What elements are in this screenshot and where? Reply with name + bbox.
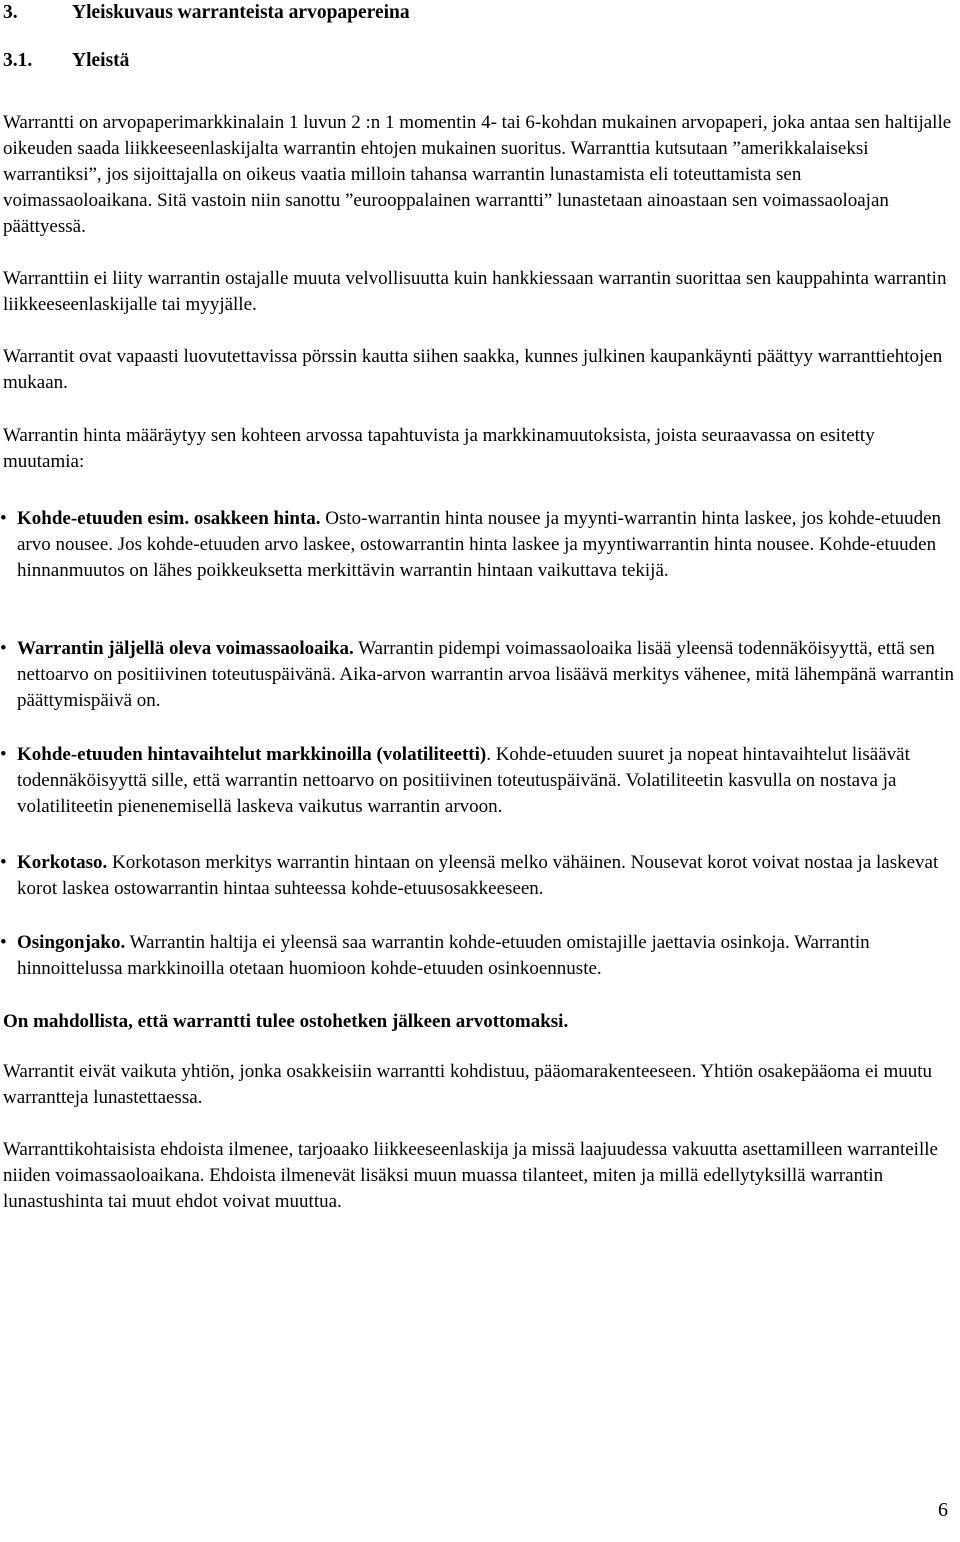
bullet-item-remaining-time (0, 636, 957, 714)
bullet-heading: Osingonjako. (17, 932, 126, 953)
bullet-icon: • (0, 508, 7, 529)
bullet-item-underlying-price (0, 506, 957, 584)
subsection-title: Yleistä (72, 50, 130, 71)
bullet-text: Warrantin haltija ei yleensä saa warrantin kohde-etuuden omistajille jaettavia osinkoja. Warrantin hinnoittelussa markkinoilla otetaan huomioon kohde-etuuden osinkoennuste. (17, 932, 870, 979)
bullet-item-dividends (0, 930, 957, 982)
subsection-number: 3.1. (3, 50, 33, 71)
bullet-icon: • (0, 932, 7, 953)
bullet-heading: Kohde-etuuden hintavaihtelut markkinoilla (volatiliteetti) (17, 744, 487, 765)
paragraph-price-factors: Warrantin hinta määräytyy sen kohteen arvossa tapahtuvista ja markkinamuutoksista, joista seuraavassa on esitetty muutamia: (3, 425, 875, 472)
paragraph-transferability: Warrantit ovat vapaasti luovutettavissa pörssin kautta siihen saakka, kunnes julkinen kaupankäynti päättyy warranttiehtojen mukaan. (3, 346, 943, 393)
worthless-warning: On mahdollista, että warrantti tulee ostohetken jälkeen arvottomaksi. (3, 1011, 569, 1032)
subsection-heading (3, 48, 130, 74)
bullet-text: Osto-warrantin hinta nousee ja myynti-warrantin hinta laskee, jos kohde-etuuden arvo nousee. Jos kohde-etuuden arvo laskee, ostowarrantin hinta laskee ja myyntiwarrantin hinta nousee. Kohde-etuuden hinnanmuutos on lähes poikkeuksetta merkittävin warrantin hintaan vaikuttava tekijä. (17, 508, 942, 581)
bullet-text: Warrantin pidempi voimassaoloaika lisää yleensä todennäköisyyttä, että sen nettoarvo on positiivinen toteutuspäivänä. Aika-arvon warrantin arvoa lisäävä merkitys vähenee, mitä lähempänä warrantin päättymispäivä on. (17, 638, 955, 711)
bullet-text: . Kohde-etuuden suuret ja nopeat hintavaihtelut lisäävät todennäköisyyttä sille, että warrantin nettoarvo on positiivinen toteutuspäivänä. Volatiliteetin kasvulla on nostava ja volatiliteetin pienenemisellä laskeva vaikutus warrantin arvoon. (17, 744, 910, 817)
paragraph-warrant-definition: Warrantti on arvopaperimarkkinalain 1 luvun 2 :n 1 momentin 4- tai 6-kohdan mukainen arvopaperi, joka antaa sen haltijalle oikeuden saada liikkeeseenlaskijalta warrantin ehtojen mukainen suoritus. Warranttia kutsutaan ”amerikkalaiseksi warrantiksi”, jos sijoittajalla on oikeus vaatia milloin tahansa warrantin lunastamista eli toteuttamista sen voimassaoloaikana. Sitä vastoin niin sanottu ”eurooppalainen warrantti” lunastetaan ainoastaan sen voimassaoloajan päättyessä. (3, 112, 952, 237)
paragraph-buyer-obligation: Warranttiin ei liity warrantin ostajalle muuta velvollisuutta kuin hankkiessaan warrantin suorittaa sen kauppahinta warrantin liikkeeseenlaskijalle tai myyjälle. (3, 268, 947, 315)
page-number: 6 (938, 1499, 948, 1521)
paragraph-collateral-terms: Warranttikohtaisista ehdoista ilmenee, tarjoaako liikkeeseenlaskija ja missä laajuudessa vakuutta asettamilleen warranteille niiden voimassaoloaikana. Ehdoista ilmenevät lisäksi muun muassa tilanteet, miten ja millä edellytyksillä warrantin lunastushinta tai muut ehdot voivat muuttua. (3, 1139, 938, 1212)
bullet-heading: Warrantin jäljellä oleva voimassaoloaika. (17, 638, 354, 659)
bullet-item-interest-rate (0, 850, 957, 902)
bullet-heading: Korkotaso. (17, 852, 108, 873)
paragraph-capital-structure: Warrantit eivät vaikuta yhtiön, jonka osakkeisiin warrantti kohdistuu, pääomarakenteeseen. Yhtiön osakepääoma ei muutu warrantteja lunastettaessa. (3, 1061, 933, 1108)
section-number: 3. (3, 2, 18, 23)
bullet-icon: • (0, 744, 7, 765)
bullet-text: Korkotason merkitys warrantin hintaan on yleensä melko vähäinen. Nousevat korot voivat nostaa ja laskevat korot laskea ostowarrantin hintaa suhteessa kohde-etuusosakkeeseen. (17, 852, 939, 899)
section-heading (3, 0, 410, 26)
bullet-item-volatility (0, 742, 957, 820)
bullet-icon: • (0, 852, 7, 873)
bullet-icon: • (0, 638, 7, 659)
section-title: Yleiskuvaus warranteista arvopapereina (72, 2, 410, 23)
bullet-heading: Kohde-etuuden esim. osakkeen hinta. (17, 508, 321, 529)
